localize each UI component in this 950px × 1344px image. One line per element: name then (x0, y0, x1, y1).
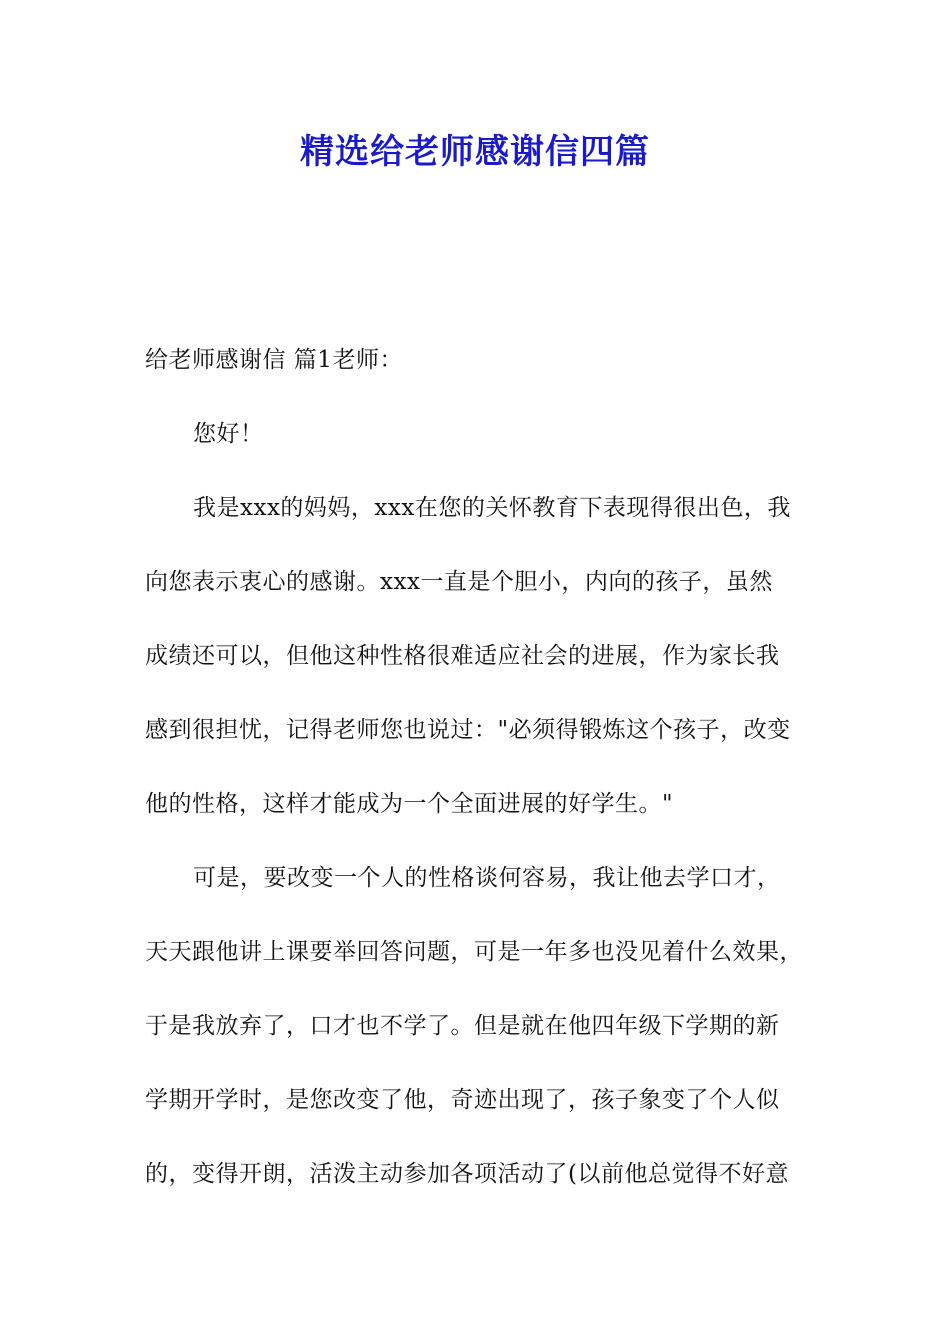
letter-line: 的，变得开朗，活泼主动参加各项活动了(以前他总觉得不好意 (145, 1161, 789, 1187)
letter-line: 他的性格，这样才能成为一个全面进展的好学生。" (145, 791, 674, 817)
letter-line: 于是我放弃了，口才也不学了。但是就在他四年级下学期的新 (145, 1013, 780, 1039)
letter-line: 可是，要改变一个人的性格谈何容易，我让他去学口才， (193, 865, 781, 891)
letter-line: 向您表示衷心的感谢。xxx一直是个胆小，内向的孩子，虽然 (145, 569, 773, 595)
letter-line: 您好！ (193, 421, 264, 447)
letter-line: 感到很担忧，记得老师您也说过："必须得锻炼这个孩子，改变 (145, 717, 791, 743)
letter-body (145, 338, 825, 1226)
letter-line: 天天跟他讲上课要举回答问题，可是一年多也没见着什么效果， (145, 939, 803, 965)
letter-line: 学期开学时，是您改变了他，奇迹出现了，孩子象变了个人似 (145, 1087, 780, 1113)
letter-line: 成绩还可以，但他这种性格很难适应社会的进展，作为家长我 (145, 643, 780, 669)
document-title: 精选给老师感谢信四篇 (300, 132, 650, 172)
letter-line: 给老师感谢信 篇1老师： (145, 347, 403, 373)
letter-line: 我是xxx的妈妈，xxx在您的关怀教育下表现得很出色，我 (193, 495, 791, 521)
